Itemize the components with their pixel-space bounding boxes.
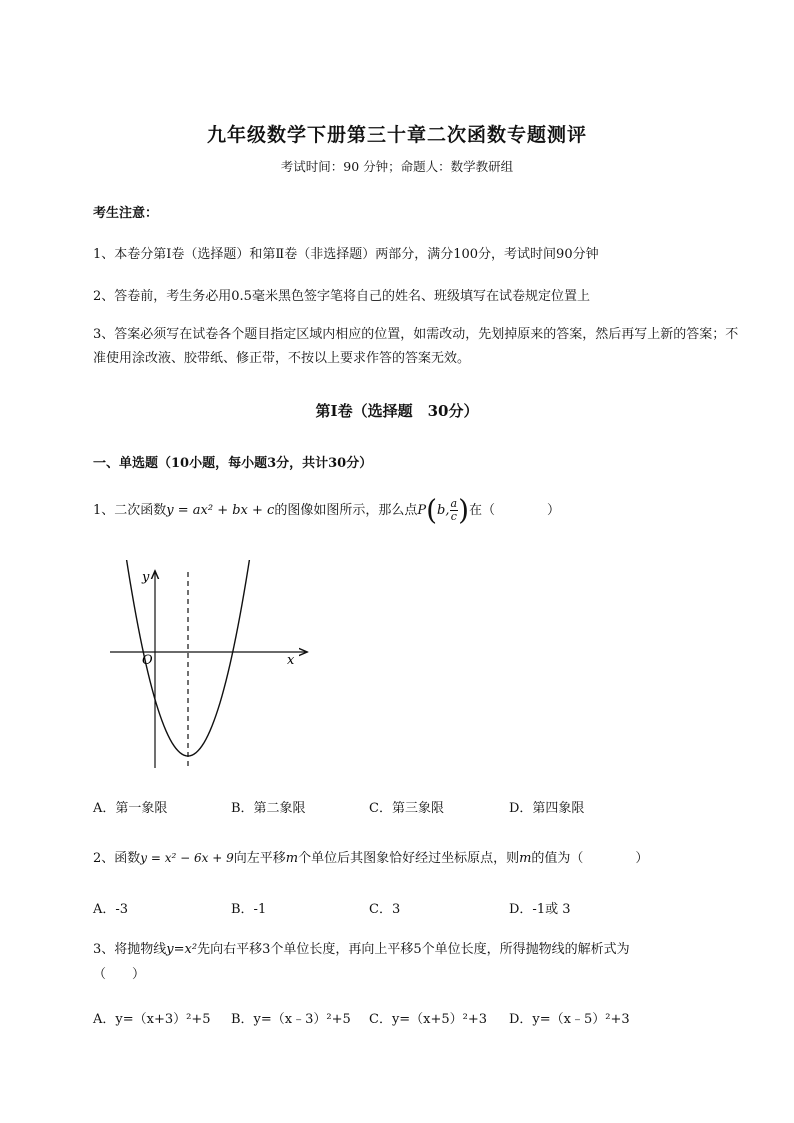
question-1 [93, 493, 561, 527]
notice-item-2: 2、答卷前，考生务必用0.5毫米黑色签字笔将自己的姓名、班级填写在试卷规定位置上 [93, 289, 590, 304]
q2-prefix: 2、函数 [93, 851, 141, 866]
q3-option-b[interactable]: B．y=（x﹣3）²+5 [231, 1012, 351, 1027]
q1-prefix: 1、二次函数 [93, 503, 167, 518]
page-title: 九年级数学下册第三十章二次函数专题测评 [206, 124, 587, 146]
q1-point-label: P [417, 503, 427, 518]
notice-item-3: 3、答案必须写在试卷各个题目指定区域内相应的位置，如需改动，先划掉原来的答案，然后再写上新的答案；不准使用涂改液、胶带纸、修正带，不按以上要求作答的答案无效。 [93, 327, 739, 366]
q3-option-d[interactable]: D．y=（x﹣5）²+3 [509, 1012, 630, 1027]
origin-label: O [142, 653, 153, 668]
q2-option-b[interactable]: B．-1 [231, 902, 267, 917]
x-axis-label: x [287, 653, 295, 668]
question-3 [93, 938, 630, 957]
q3-answer-paren: （ ） [93, 967, 146, 982]
q2-option-a[interactable]: A．-3 [93, 902, 129, 917]
q2-formula: y = x² − 6x + 9 [140, 851, 234, 865]
q3-prefix: 3、将抛物线 [93, 942, 167, 957]
notice-item-1: 1、本卷分第Ⅰ卷（选择题）和第Ⅱ卷（非选择题）两部分，满分100分，考试时间90分钟 [93, 247, 599, 262]
q3-option-a[interactable]: A．y=（x+3）²+5 [93, 1012, 211, 1027]
q3-formula: y=x² [166, 942, 198, 957]
y-axis-label: y [142, 570, 150, 585]
q1-frac-den: c [450, 510, 457, 523]
parabola-graph [100, 560, 320, 780]
q1-middle: 的图像如图所示，那么点 [274, 503, 418, 518]
question-2 [93, 847, 648, 866]
q1-fraction [450, 498, 459, 523]
q1-formula: y = ax² + bx + c [166, 503, 275, 518]
q1-paren-close: ) [458, 493, 469, 527]
q2-var-m: m [285, 851, 299, 866]
q1-option-a[interactable]: A．第一象限 [93, 801, 168, 816]
q1-paren-open: ( [426, 493, 438, 527]
q1-option-c[interactable]: C．第三象限 [369, 801, 444, 816]
q2-suffix: 的值为（ ） [531, 851, 649, 866]
q2-middle: 向左平移 [233, 851, 286, 866]
q1-suffix: 在（ ） [469, 503, 561, 518]
q2-option-d[interactable]: D．-1或 3 [509, 902, 571, 917]
q1-option-b[interactable]: B．第二象限 [231, 801, 306, 816]
q1-point-b: b, [437, 503, 450, 518]
q3-text: 先向右平移3个单位长度，再向上平移5个单位长度，所得抛物线的解析式为 [197, 942, 630, 957]
q1-frac-num: a [450, 497, 458, 510]
part-title: 一、单选题（10小题，每小题3分，共计30分） [93, 456, 373, 471]
exam-info: 考试时间：90 分钟；命题人：数学教研组 [280, 159, 514, 174]
section-title: 第Ⅰ卷（选择题 30分） [315, 402, 479, 420]
q2-middle2: 个单位后其图象恰好经过坐标原点，则 [298, 851, 520, 866]
q1-option-d[interactable]: D．第四象限 [509, 801, 585, 816]
q2-option-c[interactable]: C．3 [369, 902, 401, 917]
notice-heading: 考生注意： [93, 206, 159, 221]
q2-var-m2: m [519, 851, 532, 866]
q3-option-c[interactable]: C．y=（x+5）²+3 [369, 1012, 488, 1027]
